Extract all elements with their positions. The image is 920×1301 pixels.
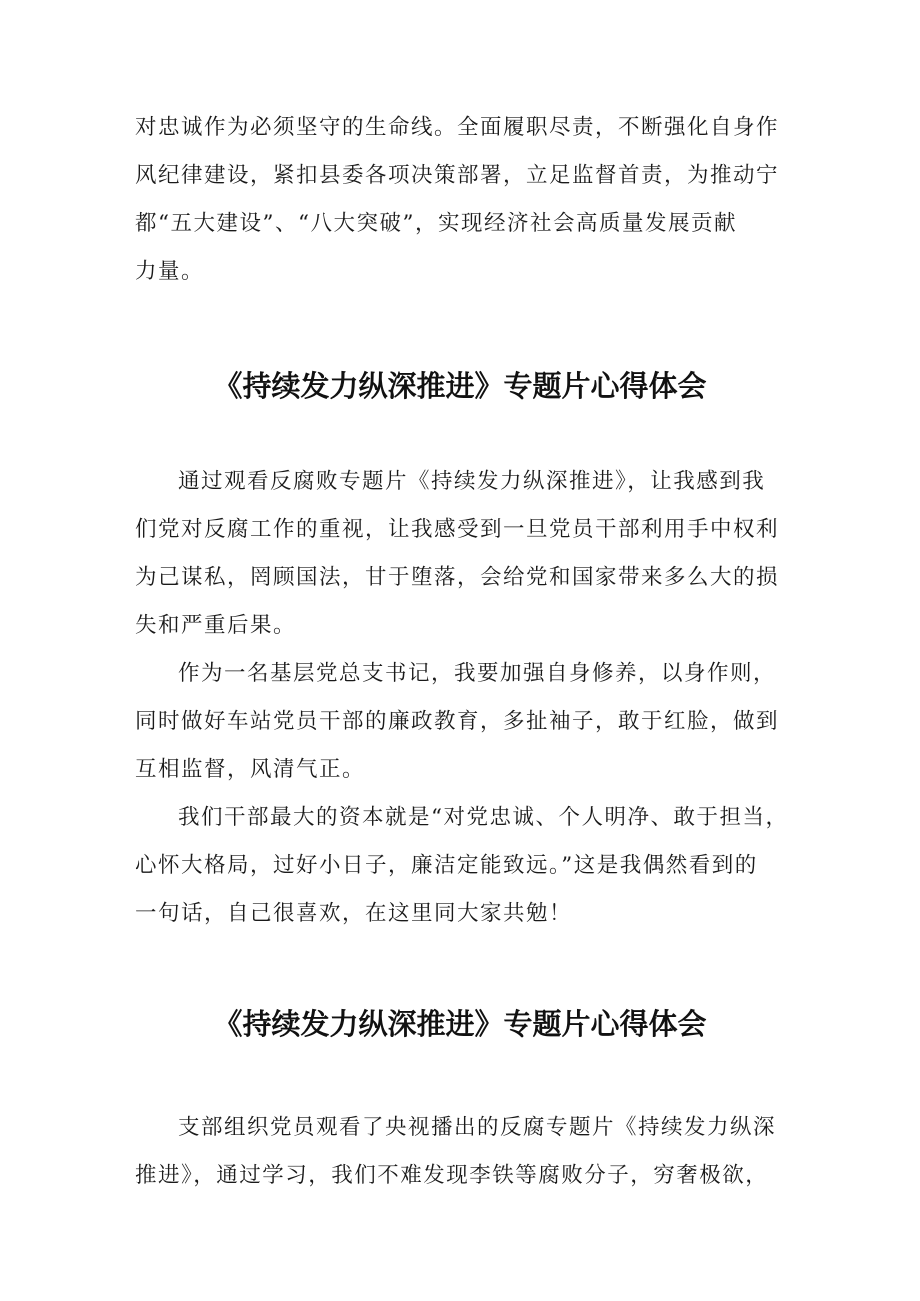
- section-body: [135, 1104, 795, 1200]
- paragraph: [135, 794, 795, 938]
- continuation-paragraph: [135, 104, 795, 296]
- text-line: 力量。: [135, 259, 205, 284]
- text-line: 互相监督，风清气正。: [135, 757, 366, 782]
- text-line: 作为一名基层党总支书记，我要加强自身修养，以身作则，: [178, 661, 777, 686]
- text-line: 为己谋私，罔顾国法，甘于堕落，会给党和国家带来多么大的损: [135, 565, 780, 590]
- text-line: 同时做好车站党员干部的廉政教育，多扯袖子，敢于红脸，做到: [135, 709, 780, 734]
- paragraph: [135, 458, 795, 650]
- paragraph: [135, 104, 795, 296]
- text-line: 通过观看反腐败专题片《持续发力纵深推进》，让我感到我: [178, 469, 766, 494]
- text-line: 心怀大格局，过好小日子，廉洁定能致远。”这是我偶然看到的: [135, 853, 758, 878]
- section-title: 《持续发力纵深推进》专题片心得体会: [213, 369, 707, 403]
- text-line: 们党对反腐工作的重视，让我感受到一旦党员干部利用手中权利: [135, 517, 780, 542]
- text-line: 都“五大建设”、“八大突破”，实现经济社会高质量发展贡献: [135, 211, 737, 236]
- paragraph: [135, 650, 795, 794]
- text-line: 风纪律建设，紧扣县委各项决策部署，立足监督首责，为推动宁: [135, 163, 780, 188]
- paragraph: [135, 1104, 795, 1200]
- text-line: 失和严重后果。: [135, 613, 297, 638]
- text-line: 我们干部最大的资本就是“对党忠诚、个人明净、敢于担当，: [178, 805, 789, 830]
- text-line: 推进》，通过学习，我们不难发现李铁等腐败分子，穷奢极欲，: [135, 1163, 769, 1188]
- section-body: [135, 458, 795, 938]
- text-line: 对忠诚作为必须坚守的生命线。全面履职尽责，不断强化自身作: [135, 115, 780, 140]
- text-line: 一句话，自己很喜欢，在这里同大家共勉！: [135, 901, 573, 926]
- section-title: 《持续发力纵深推进》专题片心得体会: [213, 1007, 707, 1041]
- text-line: 支部组织党员观看了央视播出的反腐专题片《持续发力纵深: [178, 1115, 777, 1140]
